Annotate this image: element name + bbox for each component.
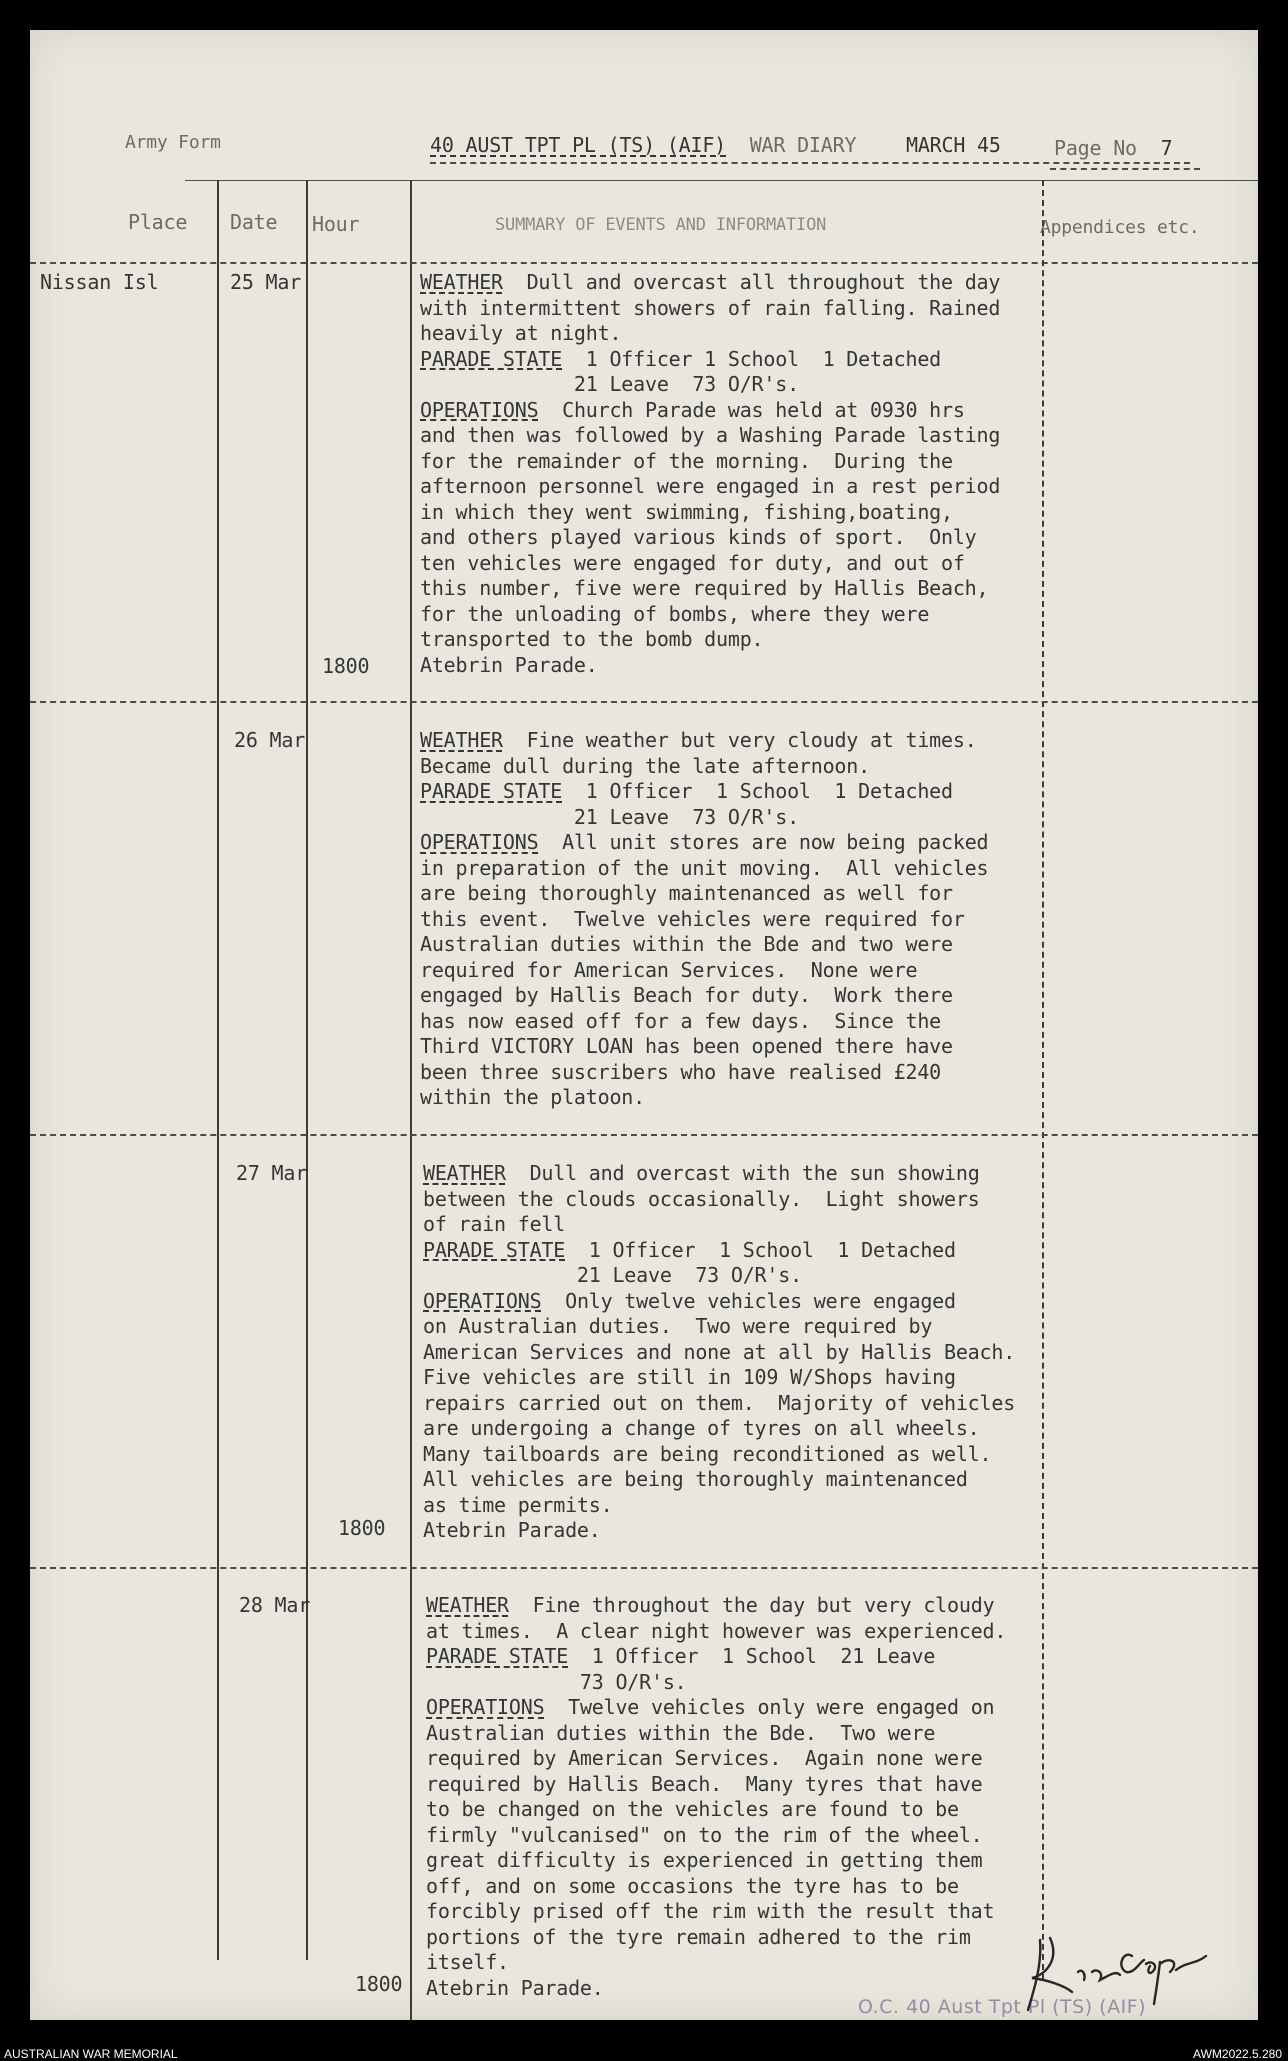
entry-line <box>420 449 1000 475</box>
entry-line <box>420 347 1000 373</box>
entry-line <box>420 805 988 831</box>
entry-date: 28 Mar <box>239 1593 311 1617</box>
line-text: 1 Officer 1 School 1 Detached <box>562 779 953 803</box>
line-text: as time permits. <box>423 1492 613 1517</box>
entry-line <box>420 983 988 1009</box>
entry-line <box>426 1746 1006 1772</box>
line-text: for the remainder of the morning. During the <box>420 448 953 473</box>
signature-image <box>1020 1920 1220 2020</box>
entry-line <box>420 474 1000 500</box>
entry-line <box>420 1034 988 1060</box>
entry-line <box>420 830 988 856</box>
entry-line <box>423 1161 1015 1187</box>
line-text: off, and on some occasions the tyre has to be <box>426 1873 959 1898</box>
line-text: Dull and overcast all throughout the day <box>502 270 1001 294</box>
page-underline <box>1050 168 1200 170</box>
col-place: Place <box>128 210 188 234</box>
line-text: Fine weather but very cloudy at times. <box>502 728 977 752</box>
line-text: Atebrin Parade. <box>426 1975 604 2000</box>
line-text: at times. A clear night however was experienced. <box>426 1618 1007 1643</box>
table-top-rule <box>185 180 1258 181</box>
entry-text-25-mar <box>420 270 1000 678</box>
month-label: MARCH 45 <box>906 133 1001 157</box>
entry-line <box>420 1085 988 1111</box>
line-text: 1 Officer 1 School 1 Detached <box>565 1237 956 1262</box>
entry-line <box>426 1721 1006 1747</box>
entry-hour: 1800 <box>355 1972 403 1996</box>
page-label: Page No <box>1054 136 1137 160</box>
line-text: All unit stores are now being packed <box>538 830 989 854</box>
line-text: 21 Leave 73 O/R's. <box>420 372 799 396</box>
entry-line <box>426 1619 1006 1645</box>
entry-line <box>420 958 988 984</box>
entry-hour: 1800 <box>338 1516 386 1540</box>
entry-line <box>420 576 1000 602</box>
diary-page <box>30 30 1258 2020</box>
line-text: and others played various kinds of sport. Only <box>420 525 977 549</box>
entry-line <box>426 1772 1006 1798</box>
col-appendices: Appendices etc. <box>1040 217 1200 238</box>
entry-line <box>423 1263 1015 1289</box>
entry-text-26-mar <box>420 728 988 1111</box>
line-text: 1 Officer 1 School 21 Leave <box>568 1644 936 1668</box>
entry-line <box>426 1670 1006 1696</box>
army-form-label: Army Form <box>125 132 221 153</box>
line-text: Twelve vehicles only were engaged on <box>544 1695 995 1719</box>
line-text: this number, five were required by Hallis Beach, <box>420 576 989 600</box>
unit-name: 40 AUST TPT PL (TS) (AIF) <box>430 133 727 157</box>
section-heading: OPERATIONS <box>420 397 539 422</box>
entry-line <box>420 932 988 958</box>
line-text: Five vehicles are still in 109 W/Shops having <box>423 1365 956 1389</box>
line-text: 21 Leave 73 O/R's. <box>420 804 799 829</box>
line-text: has now eased off for a few days. Since the <box>420 1008 942 1033</box>
line-text: this event. Twelve vehicles were required for <box>420 906 965 931</box>
entry-line <box>426 1593 1006 1619</box>
entry-text-28-mar <box>426 1593 1006 2001</box>
summary-appendices-divider <box>1042 180 1044 1980</box>
header-underline <box>430 162 1190 164</box>
entry-date: 25 Mar <box>230 270 302 294</box>
entry-place: Nissan Isl <box>40 270 159 294</box>
line-text: engaged by Hallis Beach for duty. Work there <box>420 983 953 1007</box>
entry-line <box>420 779 988 805</box>
line-text: 73 O/R's. <box>426 1669 687 1694</box>
entry-line <box>420 398 1000 424</box>
section-heading: OPERATIONS <box>426 1695 545 1719</box>
section-heading: OPERATIONS <box>420 830 539 854</box>
entry-line <box>426 1823 1006 1849</box>
entry-line <box>420 372 1000 398</box>
line-text: 21 Leave 73 O/R's. <box>423 1263 802 1287</box>
entry-line <box>426 1695 1006 1721</box>
section-heading: PARADE STATE <box>423 1237 566 1262</box>
line-text: Only twelve vehicles were engaged <box>541 1288 956 1313</box>
entry-line <box>420 602 1000 628</box>
entry-line <box>423 1212 1015 1238</box>
line-text: itself. <box>426 1950 509 1974</box>
section-heading: PARADE STATE <box>420 779 563 803</box>
section-heading: WEATHER <box>420 270 503 294</box>
line-text: Became dull during the late afternoon. <box>420 753 870 778</box>
line-text: repairs carried out on them. Majority of vehicles <box>423 1390 1016 1415</box>
line-text: are being thoroughly maintenanced as well for <box>420 881 953 905</box>
unit-title <box>430 133 856 159</box>
entry-line <box>423 1416 1015 1442</box>
entry-line <box>426 1848 1006 1874</box>
line-text: Many tailboards are being reconditioned as well. <box>423 1441 992 1466</box>
entry-line <box>420 653 1000 679</box>
line-text: in preparation of the unit moving. All vehicles <box>420 855 989 880</box>
line-text: for the unloading of bombs, where they were <box>420 601 930 626</box>
section-heading: WEATHER <box>423 1161 506 1185</box>
entry-line <box>426 1899 1006 1925</box>
entry-line <box>423 1442 1015 1468</box>
entry-line <box>423 1289 1015 1315</box>
entry-line <box>423 1187 1015 1213</box>
entry-line <box>420 1060 988 1086</box>
entry-line <box>420 907 988 933</box>
line-text: transported to the bomb dump. <box>420 627 764 651</box>
header-bottom-rule <box>30 262 1258 264</box>
section-heading: WEATHER <box>426 1593 509 1617</box>
row-divider-1 <box>30 701 1258 703</box>
entry-line <box>423 1493 1015 1519</box>
entry-text-27-mar <box>423 1161 1015 1544</box>
entry-line <box>423 1518 1015 1544</box>
entry-line <box>426 1874 1006 1900</box>
entry-line <box>426 1950 1006 1976</box>
line-text: Atebrin Parade. <box>423 1518 601 1542</box>
line-text: forcibly prised off the rim with the result that <box>426 1899 995 1923</box>
line-text: All vehicles are being thoroughly maintenanced <box>423 1467 968 1491</box>
line-text: been three suscribers who have realised £240 <box>420 1059 942 1084</box>
col-hour: Hour <box>312 212 360 236</box>
entry-line <box>423 1238 1015 1264</box>
entry-line <box>420 423 1000 449</box>
page-no-value: 7 <box>1160 136 1173 160</box>
line-text: on Australian duties. Two were required by <box>423 1314 933 1338</box>
entry-line <box>420 525 1000 551</box>
col-summary: SUMMARY OF EVENTS AND INFORMATION <box>495 215 827 235</box>
line-text: American Services and none at all by Hallis Beach. <box>423 1339 1016 1364</box>
line-text: Fine throughout the day but very cloudy <box>508 1593 995 1617</box>
line-text: portions of the tyre remain adhered to the rim <box>426 1924 971 1949</box>
line-text: required by American Services. Again none were <box>426 1746 983 1770</box>
hour-summary-divider <box>410 180 412 2020</box>
line-text: required for American Services. None were <box>420 957 918 982</box>
row-divider-2 <box>30 1134 1258 1136</box>
col-date: Date <box>230 210 278 234</box>
line-text: between the clouds occasionally. Light showers <box>423 1186 980 1211</box>
entry-line <box>420 1009 988 1035</box>
entry-line <box>423 1314 1015 1340</box>
entry-hour: 1800 <box>322 654 370 678</box>
line-text: great difficulty is experienced in getting them <box>426 1848 983 1872</box>
entry-line <box>420 754 988 780</box>
footer-archive: AUSTRALIAN WAR MEMORIAL <box>4 2047 178 2061</box>
line-text: firmly "vulcanised" on to the rim of the wheel. <box>426 1822 983 1847</box>
war-diary-label: WAR DIARY <box>749 133 857 157</box>
page-number <box>1054 136 1172 162</box>
place-date-divider <box>217 180 219 1960</box>
entry-line <box>420 500 1000 526</box>
line-text: Australian duties within the Bde. Two were <box>426 1720 936 1745</box>
entry-line <box>420 270 1000 296</box>
oc-stamp: O.C. 40 Aust Tpt Pl (TS) (AIF) <box>858 1996 1147 2018</box>
line-text: of rain fell <box>423 1212 566 1236</box>
section-heading: WEATHER <box>420 728 503 752</box>
footer-accession: AWM2022.5.280 <box>1193 2047 1282 2061</box>
entry-line <box>420 881 988 907</box>
entry-line <box>426 1925 1006 1951</box>
line-text: are undergoing a change of tyres on all wheels. <box>423 1416 980 1440</box>
row-divider-3 <box>30 1567 1258 1569</box>
entry-line <box>423 1467 1015 1493</box>
section-heading: OPERATIONS <box>423 1288 542 1313</box>
entry-date: 27 Mar <box>236 1161 308 1185</box>
line-text: with intermittent showers of rain falling. Rained <box>420 295 1001 320</box>
entry-line <box>426 1797 1006 1823</box>
entry-line <box>423 1340 1015 1366</box>
section-heading: PARADE STATE <box>420 346 563 371</box>
entry-line <box>423 1365 1015 1391</box>
line-text: Dull and overcast with the sun showing <box>505 1161 980 1185</box>
line-text: within the platoon. <box>420 1085 645 1109</box>
line-text: and then was followed by a Washing Parade lasting <box>420 423 1001 447</box>
entry-line <box>426 1644 1006 1670</box>
line-text: ten vehicles were engaged for duty, and out of <box>420 550 965 575</box>
entry-line <box>420 627 1000 653</box>
entry-line <box>423 1391 1015 1417</box>
line-text: Third VICTORY LOAN has been opened there have <box>420 1034 953 1058</box>
line-text: heavily at night. <box>420 321 622 345</box>
entry-line <box>420 856 988 882</box>
entry-line <box>420 551 1000 577</box>
line-text: Australian duties within the Bde and two were <box>420 932 953 956</box>
line-text: in which they went swimming, fishing,boating, <box>420 499 953 524</box>
line-text: Atebrin Parade. <box>420 652 598 677</box>
date-hour-divider <box>306 180 308 1960</box>
entry-line <box>420 728 988 754</box>
entry-line <box>420 321 1000 347</box>
section-heading: PARADE STATE <box>426 1644 569 1668</box>
entry-line <box>420 296 1000 322</box>
line-text: Church Parade was held at 0930 hrs <box>538 397 965 422</box>
entry-date: 26 Mar <box>234 728 306 752</box>
line-text: 1 Officer 1 School 1 Detached <box>562 346 942 371</box>
line-text: afternoon personnel were engaged in a rest period <box>420 474 1001 498</box>
line-text: to be changed on the vehicles are found to be <box>426 1797 959 1821</box>
line-text: required by Hallis Beach. Many tyres that have <box>426 1771 983 1796</box>
